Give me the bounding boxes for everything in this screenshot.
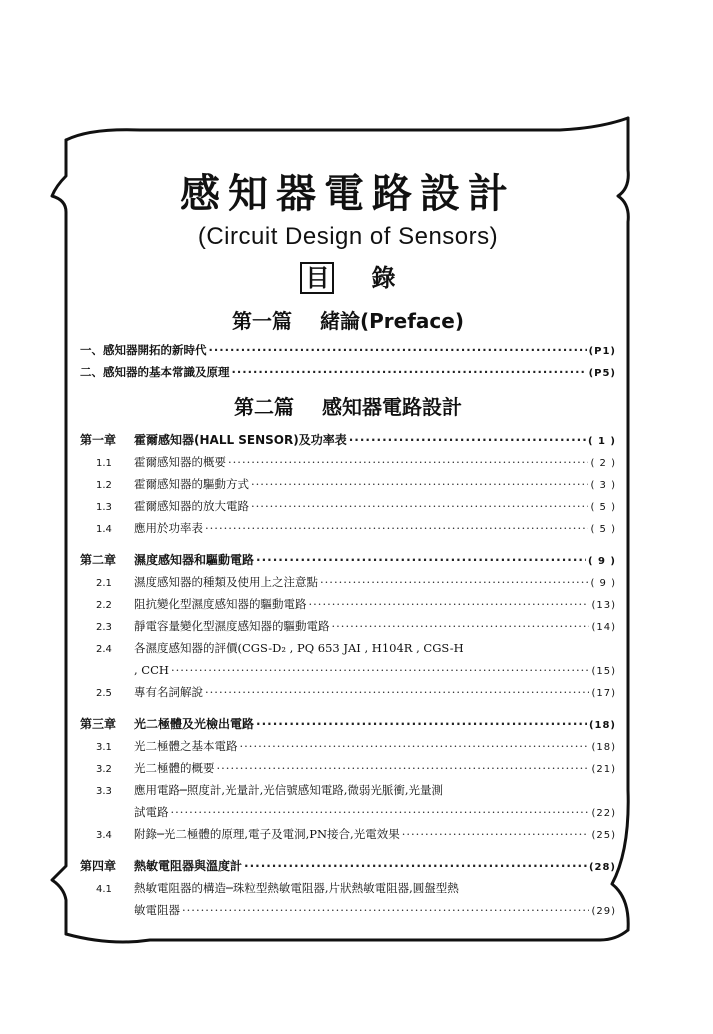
chapter-title: 濕度感知器和驅動電路 — [134, 553, 255, 567]
section-page: (17) — [591, 688, 616, 699]
section-title: 應用電路─照度計,光量計,光信號感知電路,微弱光脈衝,光量測 — [134, 783, 444, 797]
section-entry[interactable] — [80, 452, 616, 474]
section-number: 4.1 — [96, 884, 112, 895]
section-number: 1.2 — [96, 480, 112, 491]
section-page: (15) — [591, 666, 616, 677]
toc-entry[interactable] — [80, 340, 616, 362]
part-2-heading — [80, 394, 616, 420]
section-title-continuation: , CCH — [134, 663, 169, 677]
section-page: ( 3 ) — [590, 480, 616, 491]
section-number: 2.3 — [96, 622, 112, 633]
section-number: 1.3 — [96, 502, 112, 513]
section-title: 光二極體之基本電路 — [134, 739, 238, 753]
leader-dots — [205, 518, 588, 538]
chapter-number: 第三章 — [80, 717, 117, 731]
leader-dots — [171, 802, 590, 822]
section-entry-continuation[interactable] — [80, 900, 616, 922]
section-number: 2.4 — [96, 644, 112, 655]
section-entry[interactable] — [80, 474, 616, 496]
contents-heading-left: 目 — [300, 262, 334, 294]
section-title: 專有名詞解說 — [134, 685, 203, 699]
section-number: 1.1 — [96, 458, 112, 469]
contents-heading-right: 錄 — [371, 264, 396, 292]
section-title: 霍爾感知器的概要 — [134, 455, 226, 469]
section-entry[interactable] — [80, 758, 616, 780]
chapter-title: 熱敏電阻器與溫度計 — [134, 859, 243, 873]
chapter-number: 第二章 — [80, 553, 117, 567]
leader-dots — [256, 550, 586, 570]
book-title-english: (Circuit Design of Sensors) — [197, 223, 499, 250]
section-entry[interactable] — [80, 638, 616, 660]
leader-dots — [251, 496, 588, 516]
section-title: 霍爾感知器的驅動方式 — [134, 477, 249, 491]
chapter-title: 光二極體及光檢出電路 — [134, 717, 255, 731]
section-number: 2.2 — [96, 600, 112, 611]
toc-entry-page: (P5) — [588, 368, 616, 379]
part-1-number: 第一篇 — [232, 309, 292, 333]
chapter-entry[interactable] — [80, 714, 616, 736]
section-number: 3.2 — [96, 764, 112, 775]
chapter-page: (28) — [588, 862, 616, 873]
book-title-chinese: 感知器電路設計 — [180, 171, 516, 217]
section-number: 2.5 — [96, 688, 112, 699]
section-number: 2.1 — [96, 578, 112, 589]
leader-dots — [182, 900, 589, 920]
section-page: (25) — [591, 830, 616, 841]
toc-entry[interactable] — [80, 362, 616, 384]
section-title: 濕度感知器的種類及使用上之注意點 — [134, 575, 318, 589]
section-page: (18) — [591, 742, 616, 753]
section-entry[interactable] — [80, 780, 616, 802]
section-page: (14) — [591, 622, 616, 633]
chapter-entry[interactable] — [80, 856, 616, 878]
part-1-heading — [80, 308, 616, 334]
leader-dots — [309, 594, 590, 614]
chapter-page: (18) — [588, 720, 616, 731]
section-page: ( 5 ) — [590, 524, 616, 535]
section-entry[interactable] — [80, 682, 616, 704]
section-title: 熱敏電阻器的構造─珠粒型熱敏電阻器,片狀熱敏電阻器,圓盤型熱 — [134, 881, 459, 895]
section-page: ( 2 ) — [590, 458, 616, 469]
chapter-title: 霍爾感知器(HALL SENSOR)及功率表 — [134, 433, 347, 447]
contents-heading — [80, 262, 616, 298]
leader-dots — [209, 340, 587, 360]
section-title: 各濕度感知器的評價(CGS-D₂ , PQ 653 JAI , H104R , CGS-H — [134, 641, 464, 655]
section-title: 阻抗變化型濕度感知器的驅動電路 — [134, 597, 307, 611]
leader-dots — [332, 616, 590, 636]
section-page: (22) — [591, 808, 616, 819]
chapter-entry[interactable] — [80, 550, 616, 572]
part-2-number: 第二篇 — [234, 395, 294, 419]
toc-entry-label: 二、感知器的基本常識及原理 — [80, 365, 230, 379]
leader-dots — [205, 682, 589, 702]
leader-dots — [402, 824, 590, 844]
section-entry[interactable] — [80, 824, 616, 846]
leader-dots — [251, 474, 588, 494]
leader-dots — [232, 362, 587, 382]
chapter-entry[interactable] — [80, 430, 616, 452]
section-title-continuation: 敏電阻器 — [134, 903, 180, 917]
section-entry[interactable] — [80, 572, 616, 594]
table-of-contents — [80, 168, 616, 922]
section-page: (21) — [591, 764, 616, 775]
section-title: 霍爾感知器的放大電路 — [134, 499, 249, 513]
section-page: (13) — [591, 600, 616, 611]
section-title: 靜電容量變化型濕度感知器的驅動電路 — [134, 619, 330, 633]
leader-dots — [240, 736, 590, 756]
leader-dots — [217, 758, 590, 778]
leader-dots — [171, 660, 590, 680]
section-title-continuation: 試電路 — [134, 805, 169, 819]
section-entry[interactable] — [80, 736, 616, 758]
chapter-number: 第一章 — [80, 433, 117, 447]
section-number: 1.4 — [96, 524, 112, 535]
part-1-title: 緒論(Preface) — [320, 309, 464, 333]
section-number: 3.3 — [96, 786, 112, 797]
section-entry[interactable] — [80, 518, 616, 540]
section-entry[interactable] — [80, 878, 616, 900]
section-page: (29) — [591, 906, 616, 917]
section-entry[interactable] — [80, 496, 616, 518]
leader-dots — [256, 714, 587, 734]
leader-dots — [320, 572, 588, 592]
toc-entry-page: (P1) — [588, 346, 616, 357]
section-entry[interactable] — [80, 594, 616, 616]
section-number: 3.4 — [96, 830, 112, 841]
section-number: 3.1 — [96, 742, 112, 753]
leader-dots — [228, 452, 588, 472]
part-2-title: 感知器電路設計 — [322, 395, 462, 419]
section-page: ( 5 ) — [590, 502, 616, 513]
section-title: 光二極體的概要 — [134, 761, 215, 775]
section-entry[interactable] — [80, 616, 616, 638]
section-entry-continuation[interactable] — [80, 660, 616, 682]
section-title: 應用於功率表 — [134, 521, 203, 535]
toc-entry-label: 一、感知器開拓的新時代 — [80, 343, 207, 357]
section-entry-continuation[interactable] — [80, 802, 616, 824]
section-page: ( 9 ) — [590, 578, 616, 589]
leader-dots — [244, 856, 587, 876]
chapter-page: ( 1 ) — [587, 436, 616, 447]
chapter-number: 第四章 — [80, 859, 117, 873]
leader-dots — [349, 430, 586, 450]
chapter-page: ( 9 ) — [587, 556, 616, 567]
section-title: 附錄─光二極體的原理,電子及電洞,PN接合,光電效果 — [134, 827, 400, 841]
